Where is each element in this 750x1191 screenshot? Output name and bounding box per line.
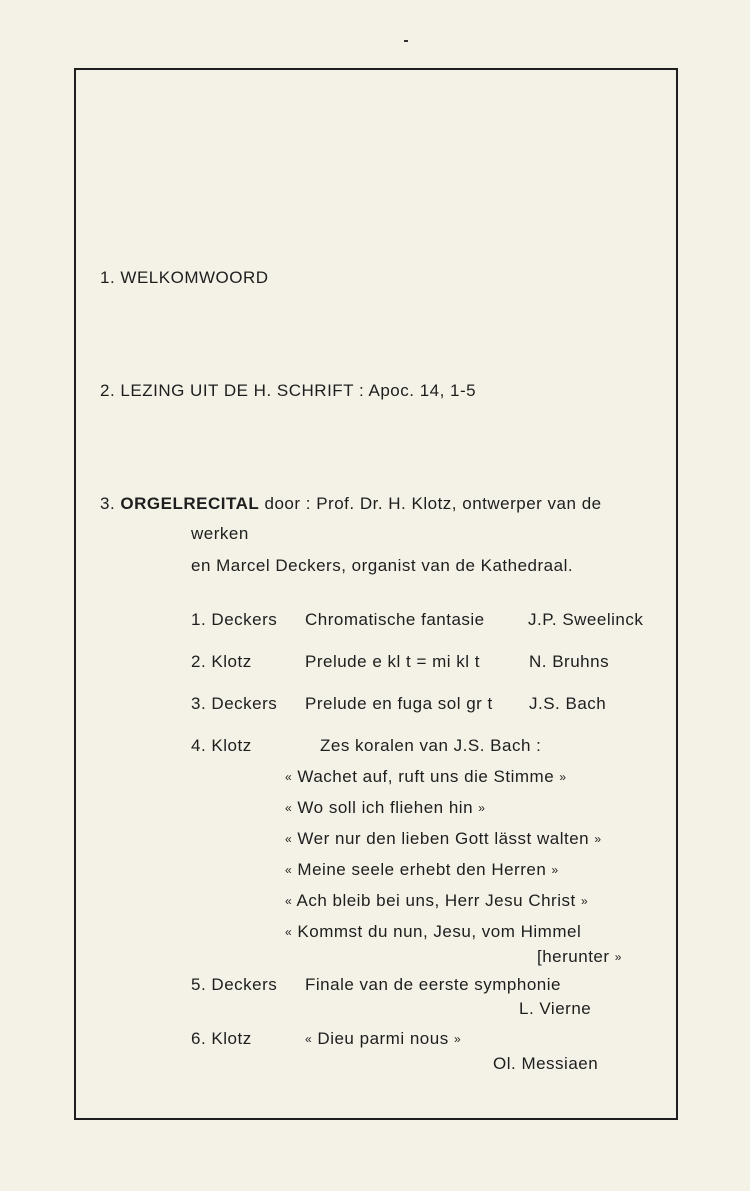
entry-composer: J.P. Sweelinck [528,610,644,629]
quote-open: « [285,863,293,877]
quote-open: « [285,894,293,908]
program-entry-5 [191,975,277,995]
quote-close: » [614,950,622,964]
entry-number: 1. [191,610,207,629]
chorale-title: Kommst du nun, Jesu, vom Himmel [297,922,582,941]
quote-close: » [594,832,602,846]
entry-work: Prelude en fuga sol gr t [305,694,493,713]
chorale-title: Wo soll ich fliehen hin [297,798,474,817]
chorale-item [285,891,588,911]
program-entry-1 [191,610,277,630]
quote-close: » [559,770,567,784]
quote-open: « [305,1032,313,1046]
quote-close: » [580,894,589,908]
entry-composer: J.S. Bach [529,694,607,713]
entry-number: 3. [191,694,207,713]
item-number: 2. [100,381,116,400]
chorale-item [285,860,559,880]
chorale-item [285,829,602,849]
chorale-item [285,922,581,942]
quote-close: » [453,1032,462,1046]
item-text: WELKOMWOORD [120,268,269,287]
item-reading [100,381,476,401]
program-entry-6 [191,1029,252,1049]
entry-work: Finale van de eerste symphonie [305,975,561,994]
entry-work-quoted [305,1029,461,1049]
entry-work: Dieu parmi nous [317,1029,449,1048]
chorale-item [285,798,485,818]
quote-open: « [285,770,293,784]
item-recital [100,494,602,514]
chorale-item-continuation [537,947,622,967]
entry-work: Prelude e kl t = mi kl t [305,652,480,671]
item-text: LEZING UIT DE H. SCHRIFT : Apoc. 14, 1-5 [120,381,477,400]
chorale-item [285,767,567,787]
print-mark [404,40,408,42]
quote-close: » [478,801,486,815]
chorale-title: Ach bleib bei uns, Herr Jesu Christ [296,891,576,910]
recital-intro: door : Prof. Dr. H. Klotz, ontwerper van de [264,494,602,513]
entry-number: 2. [191,652,207,671]
program-entry-4 [191,736,252,756]
entry-performer: Deckers [211,975,278,994]
chorale-title: [herunter [537,947,610,966]
entry-composer: L. Vierne [519,999,592,1018]
program-entry-2 [191,652,252,672]
entry-work: Chromatische fantasie [305,610,485,629]
entry-composer: Ol. Messiaen [493,1054,599,1073]
entry-composer: N. Bruhns [529,652,610,671]
quote-open: « [285,925,293,939]
program-entry-3 [191,694,277,714]
recital-title: ORGELRECITAL [120,494,260,513]
entry-performer: Deckers [211,610,278,629]
recital-intro-line3: en Marcel Deckers, organist van de Kathedraal. [191,556,574,575]
entry-number: 6. [191,1029,207,1048]
quote-close: » [551,863,559,877]
entry-performer: Klotz [211,736,252,755]
item-number: 1. [100,268,116,287]
entry-performer: Klotz [211,1029,252,1048]
item-number: 3. [100,494,116,513]
quote-open: « [285,801,293,815]
entry-performer: Klotz [211,652,252,671]
item-welcome [100,268,269,288]
entry-number: 5. [191,975,207,994]
recital-intro-line2: werken [191,524,249,543]
quote-open: « [285,832,293,846]
entry-work: Zes koralen van J.S. Bach : [320,736,542,755]
entry-number: 4. [191,736,207,755]
chorale-title: Meine seele erhebt den Herren [297,860,547,879]
entry-performer: Deckers [211,694,278,713]
chorale-title: Wer nur den lieben Gott lässt walten [297,829,590,848]
chorale-title: Wachet auf, ruft uns die Stimme [297,767,555,786]
